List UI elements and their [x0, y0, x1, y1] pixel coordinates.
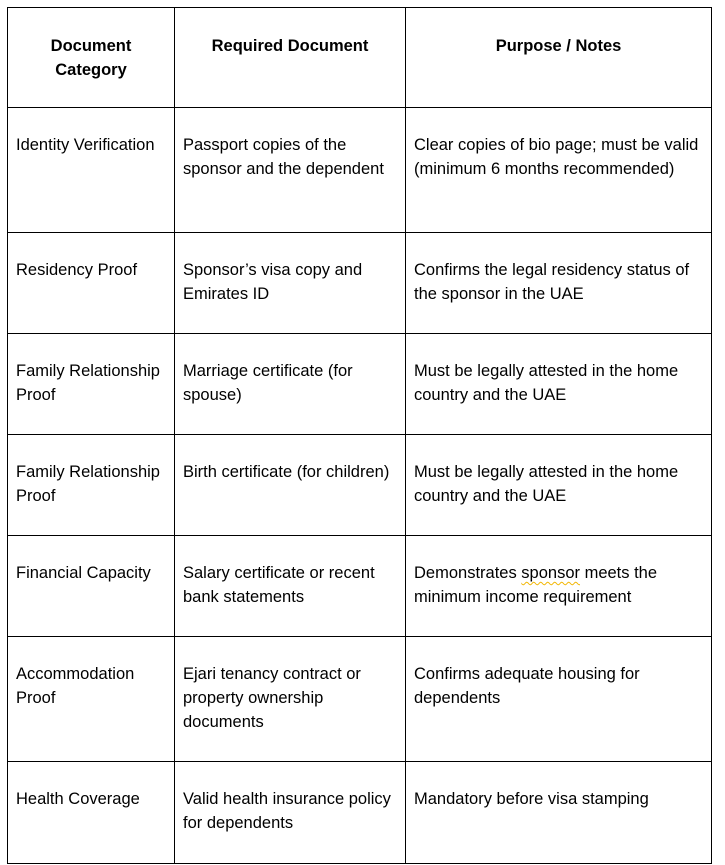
cell-document: Marriage certificate (for spouse) [175, 334, 406, 435]
spellcheck-flagged-word[interactable]: sponsor [521, 564, 580, 582]
header-required-document [175, 8, 406, 108]
header-purpose-notes [406, 8, 712, 108]
cell-category: Family Relationship Proof [8, 334, 175, 435]
cell-notes: Confirms the legal residency status of the sponsor in the UAE [406, 233, 712, 334]
cell-notes: Mandatory before visa stamping [406, 762, 712, 864]
cell-notes: Must be legally attested in the home country and the UAE [406, 435, 712, 536]
cell-notes: Clear copies of bio page; must be valid (minimum 6 months recommended) [406, 108, 712, 233]
table-row [8, 762, 712, 864]
table-row [8, 334, 712, 435]
header-label: Purpose / Notes [495, 37, 622, 55]
required-documents-table [7, 7, 712, 864]
cell-notes: Must be legally attested in the home country and the UAE [406, 334, 712, 435]
cell-category: Financial Capacity [8, 536, 175, 637]
table-row [8, 536, 712, 637]
table-row [8, 637, 712, 762]
cell-category: Residency Proof [8, 233, 175, 334]
header-label: Required Document [211, 37, 369, 55]
table-row [8, 108, 712, 233]
cell-document: Passport copies of the sponsor and the dependent [175, 108, 406, 233]
notes-text: Demonstrates [414, 564, 522, 582]
table-row [8, 233, 712, 334]
cell-document: Salary certificate or recent bank statements [175, 536, 406, 637]
cell-document: Birth certificate (for children) [175, 435, 406, 536]
cell-notes: Confirms adequate housing for dependents [406, 637, 712, 762]
cell-category: Health Coverage [8, 762, 175, 864]
table-header-row [8, 8, 712, 108]
cell-category: Identity Verification [8, 108, 175, 233]
header-label: Document Category [50, 37, 132, 79]
table-row [8, 435, 712, 536]
header-document-category [8, 8, 175, 108]
cell-category: Family Relationship Proof [8, 435, 175, 536]
cell-category: Accommodation Proof [8, 637, 175, 762]
notes-text: meets the minimum income requirement [414, 564, 658, 606]
cell-document: Valid health insurance policy for dependents [175, 762, 406, 864]
cell-document: Sponsor’s visa copy and Emirates ID [175, 233, 406, 334]
cell-notes [406, 536, 712, 637]
cell-document: Ejari tenancy contract or property ownership documents [175, 637, 406, 762]
